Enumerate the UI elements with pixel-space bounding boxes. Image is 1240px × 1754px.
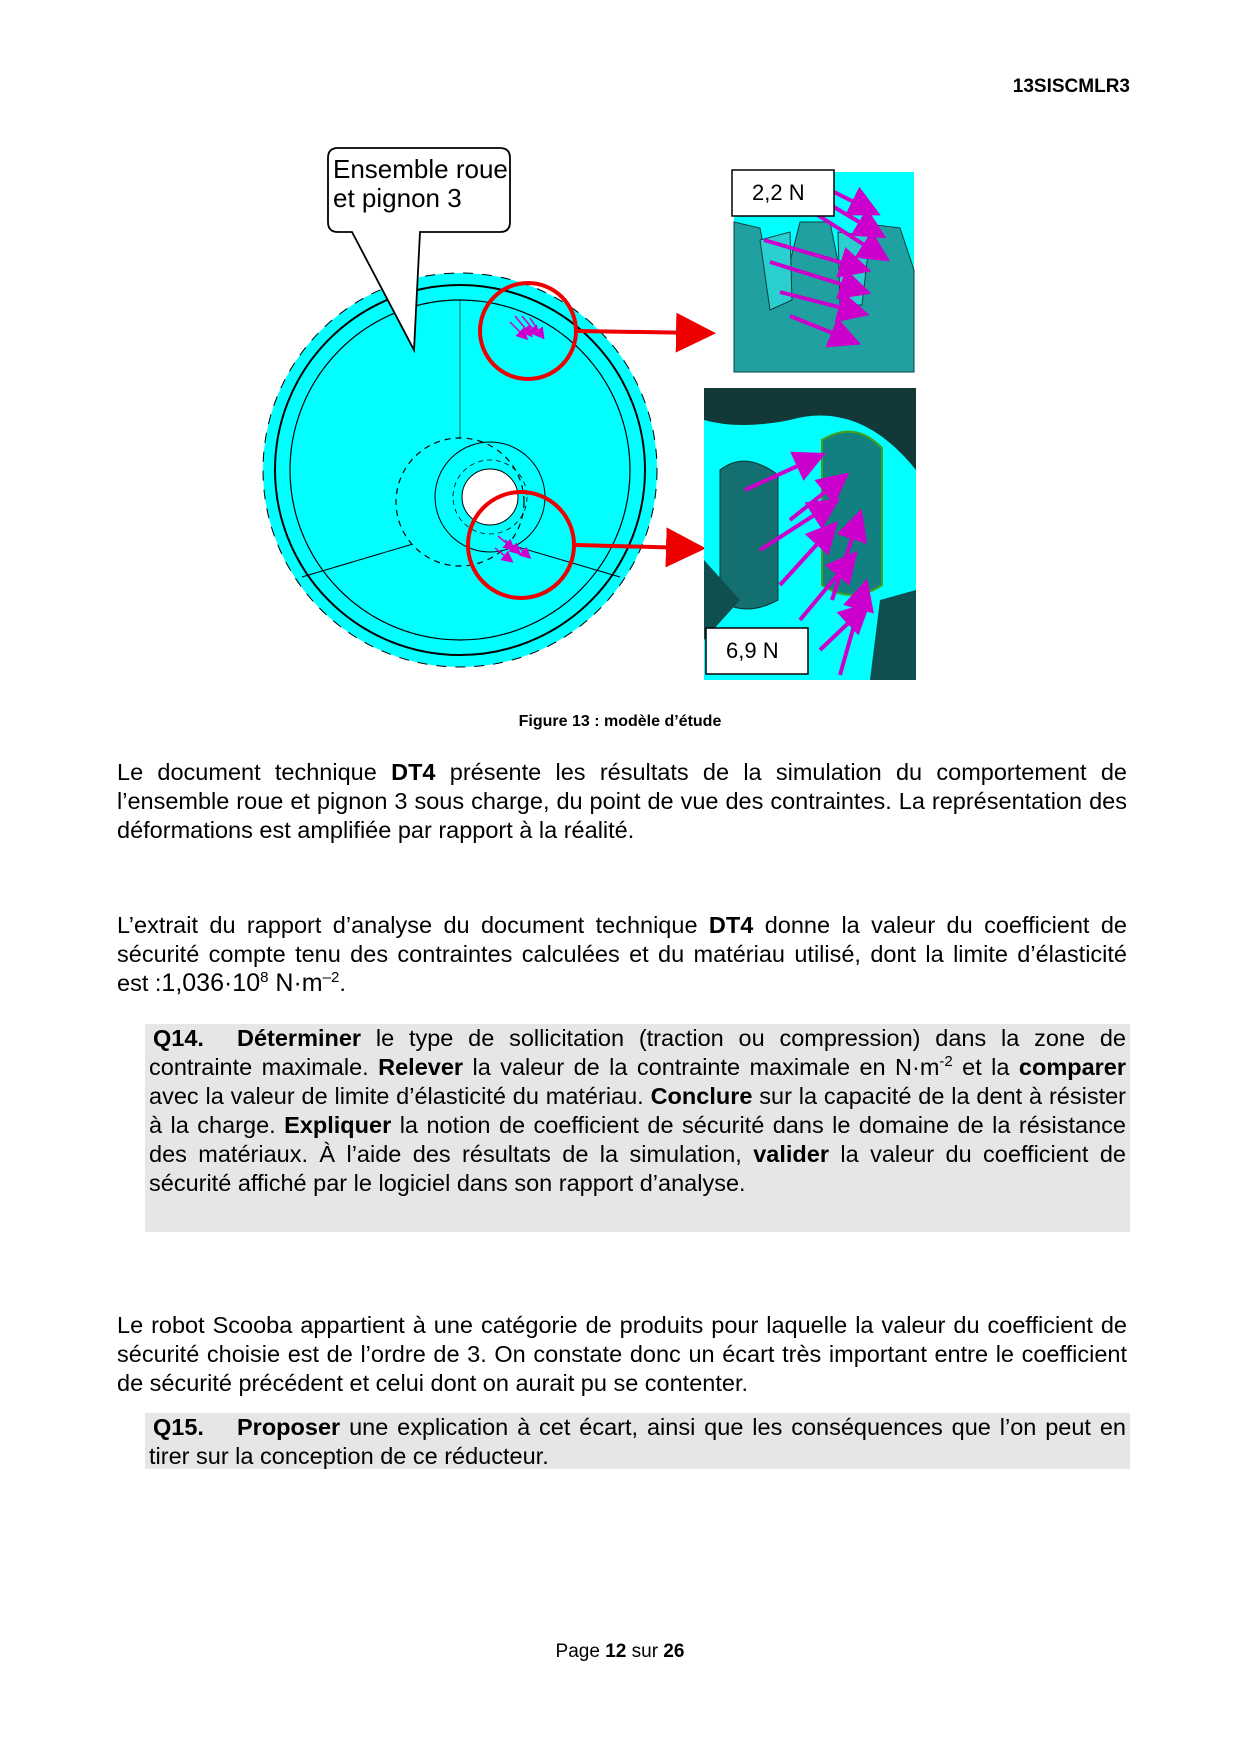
q15-bold-1: Proposer: [237, 1414, 341, 1440]
para2-end: .: [339, 970, 346, 996]
q14-text-4: avec la valeur de limite d’élasticité du matériau.: [149, 1083, 651, 1109]
q14-bold-2: Relever: [378, 1054, 464, 1080]
para2-text-1: L’extrait du rapport d’analyse du document technique: [117, 912, 709, 938]
paragraph-safety-coefficient: [117, 911, 1127, 998]
q14-text-3: et la: [952, 1054, 1019, 1080]
para1-text-2: présente les résultats de la simulation du comportement de l’ensemble roue et pignon 3 sous charge, du point de vue des contraintes. La représentation des déformations est amplifiée par rapport à la réalité.: [117, 759, 1127, 843]
force-label-bottom: 6,9 N: [726, 638, 779, 663]
q14-text-2: la valeur de la contrainte maximale en N·m: [463, 1054, 940, 1080]
para1-bold-dt4: DT4: [391, 759, 436, 785]
para2-text-2: donne la valeur du coefficient de sécurité compte tenu des contraintes calculées et du matériau utilisé, dont la limite d’élasticité est :: [117, 912, 1127, 996]
q15-text-1: une explication à cet écart, ainsi que les conséquences que l’on peut en tirer sur la conception de ce réducteur.: [149, 1414, 1126, 1469]
q14-bold-4: Conclure: [650, 1083, 753, 1109]
callout-line-2: et pignon 3: [333, 183, 462, 213]
q14-text-5: sur la capacité de la dent à résister à la charge.: [149, 1083, 1126, 1138]
study-model-figure: [0, 0, 1240, 700]
q14-text-6: la notion de coefficient de sécurité dans le domaine de la résistance des matériaux. À l’aide des résultats de la simulation,: [149, 1112, 1126, 1167]
para2-bold-dt4: DT4: [708, 912, 754, 938]
q14-text-1: le type de sollicitation (traction ou compression) dans la zone de contrainte maximale.: [149, 1025, 1126, 1080]
question-q14: [145, 1024, 1130, 1232]
paragraph-dt4-intro: [117, 758, 1127, 845]
callout-line-1: Ensemble roue: [333, 154, 508, 184]
q14-bold-1: Déterminer: [237, 1025, 362, 1051]
zoom-teeth-image: [732, 170, 914, 372]
elasticity-value: 1,036·10: [161, 969, 261, 997]
para1-text-1: Le document technique: [117, 759, 392, 785]
page-footer: [0, 1641, 1240, 1663]
force-label-top: 2,2 N: [752, 180, 805, 205]
q14-bold-5: Expliquer: [284, 1112, 392, 1138]
q14-number: Q14.: [153, 1025, 204, 1051]
q14-bold-6: valider: [753, 1141, 830, 1167]
elasticity-unit-exponent: –2: [322, 969, 340, 987]
footer-mid: sur: [626, 1641, 664, 1662]
question-q15: [145, 1413, 1130, 1469]
elasticity-exponent: 8: [260, 969, 269, 987]
q14-exponent: -2: [939, 1053, 953, 1071]
document-code: 13SISCMLR3: [1012, 76, 1130, 97]
footer-page-total: 26: [663, 1641, 685, 1662]
paragraph-scooba: Le robot Scooba appartient à une catégorie de produits pour laquelle la valeur du coefficient de sécurité choisie est de l’ordre de 3. On constate donc un écart très important entre le coefficient de sécurité précédent et celui dont on aurait pu se contenter.: [117, 1312, 1127, 1396]
footer-prefix: Page: [555, 1641, 606, 1662]
zoom-pinion-image: [704, 388, 916, 680]
q15-number: Q15.: [153, 1414, 204, 1440]
q14-bold-3: comparer: [1018, 1054, 1127, 1080]
q14-text-7: la valeur du coefficient de sécurité affiché par le logiciel dans son rapport d’analyse.: [149, 1141, 1126, 1196]
figure-caption: Figure 13 : modèle d’étude: [518, 713, 722, 730]
elasticity-unit: N·m: [268, 969, 323, 997]
footer-page-number: 12: [605, 1641, 627, 1662]
